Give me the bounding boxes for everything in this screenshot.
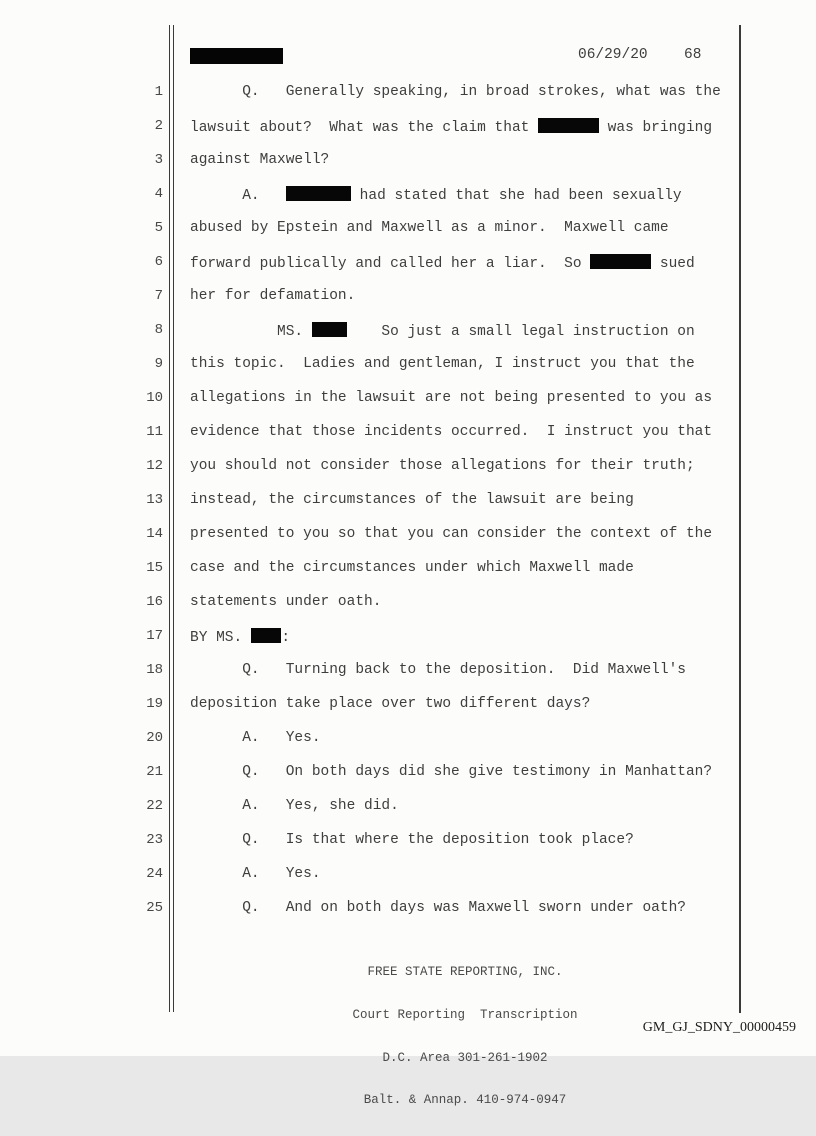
- line-text: you should not consider those allegations for their truth;: [190, 458, 695, 474]
- line-text: against Maxwell?: [190, 152, 330, 168]
- transcript-line: [0, 424, 816, 444]
- line-number: 22: [146, 798, 163, 814]
- line-number: 8: [154, 322, 163, 338]
- line-number: 19: [146, 696, 163, 712]
- transcript-line: [0, 798, 816, 818]
- line-text: case and the circumstances under which Maxwell made: [190, 560, 634, 576]
- redaction-box: [251, 628, 281, 643]
- line-number: 15: [146, 560, 163, 576]
- transcript-line: [0, 186, 816, 206]
- line-text: MS. So just a small legal instruction on: [190, 324, 695, 340]
- line-text: A. Yes, she did.: [190, 798, 399, 814]
- transcript-line: [0, 832, 816, 852]
- line-number: 18: [146, 662, 163, 678]
- line-text: evidence that those incidents occurred. I instruct you that: [190, 424, 713, 440]
- right-rule: [739, 25, 741, 1013]
- header-date: 06/29/20: [578, 47, 648, 63]
- line-number: 25: [146, 900, 163, 916]
- line-text: Q. Turning back to the deposition. Did Maxwell's: [190, 662, 686, 678]
- redaction-box: [312, 322, 347, 337]
- transcript-line: [0, 730, 816, 750]
- line-number: 23: [146, 832, 163, 848]
- transcript-line: [0, 288, 816, 308]
- line-number: 4: [154, 186, 163, 202]
- transcript-line: [0, 220, 816, 240]
- line-text: statements under oath.: [190, 594, 382, 610]
- line-number: 17: [146, 628, 163, 644]
- footer-line-services: Court Reporting Transcription: [352, 1008, 578, 1023]
- line-text: A. Yes.: [190, 866, 321, 882]
- redaction-box: [286, 186, 351, 201]
- transcript-line: [0, 322, 816, 342]
- header-page-number: 68: [684, 47, 702, 63]
- line-number: 14: [146, 526, 163, 542]
- footer-line-balt-phone: Balt. & Annap. 410-974-0947: [363, 1093, 567, 1108]
- line-text: this topic. Ladies and gentleman, I instruct you that the: [190, 356, 695, 372]
- line-text: Q. Generally speaking, in broad strokes, what was the: [190, 84, 721, 100]
- line-text: abused by Epstein and Maxwell as a minor. Maxwell came: [190, 220, 669, 236]
- line-number: 24: [146, 866, 163, 882]
- line-text: forward publically and called her a liar. So sued: [190, 256, 695, 272]
- line-text: Q. And on both days was Maxwell sworn under oath?: [190, 900, 686, 916]
- line-number: 11: [146, 424, 163, 440]
- line-number: 9: [154, 356, 163, 372]
- line-text: her for defamation.: [190, 288, 356, 304]
- line-number: 3: [154, 152, 163, 168]
- transcript-line: [0, 152, 816, 172]
- transcript-line: [0, 662, 816, 682]
- transcript-line: [0, 526, 816, 546]
- transcript-line: [0, 594, 816, 614]
- transcript-line: [0, 492, 816, 512]
- line-text: Q. Is that where the deposition took place?: [190, 832, 634, 848]
- transcript-line: [0, 84, 816, 104]
- bates-number: GM_GJ_SDNY_00000459: [642, 1020, 796, 1035]
- footer-line-company: FREE STATE REPORTING, INC.: [367, 965, 563, 980]
- transcript-line: [0, 628, 816, 648]
- line-text: BY MS. :: [190, 630, 291, 646]
- line-text: Q. On both days did she give testimony in Manhattan?: [190, 764, 713, 780]
- line-text: instead, the circumstances of the lawsuit are being: [190, 492, 634, 508]
- reporter-footer: [190, 937, 740, 1136]
- line-number: 20: [146, 730, 163, 746]
- line-number: 1: [154, 84, 163, 100]
- line-number: 21: [146, 764, 163, 780]
- transcript-line: [0, 118, 816, 138]
- redaction-box: [590, 254, 651, 269]
- transcript-line: [0, 560, 816, 580]
- line-number: 2: [154, 118, 163, 134]
- line-number: 7: [154, 288, 163, 304]
- transcript-line: [0, 390, 816, 410]
- transcript-line: [0, 254, 816, 274]
- line-text: lawsuit about? What was the claim that was bringing: [190, 120, 713, 136]
- transcript-line: [0, 356, 816, 376]
- line-text: presented to you so that you can consider the context of the: [190, 526, 713, 542]
- line-text: deposition take place over two different days?: [190, 696, 591, 712]
- line-number: 13: [146, 492, 163, 508]
- transcript-line: [0, 696, 816, 716]
- line-number: 6: [154, 254, 163, 270]
- line-text: allegations in the lawsuit are not being presented to you as: [190, 390, 713, 406]
- line-text: A. had stated that she had been sexually: [190, 188, 682, 204]
- line-number: 5: [154, 220, 163, 236]
- transcript-line: [0, 764, 816, 784]
- left-double-rule: [169, 25, 174, 1012]
- transcript-line: [0, 900, 816, 920]
- footer-line-dc-phone: D.C. Area 301-261-1902: [382, 1050, 548, 1065]
- transcript-line: [0, 458, 816, 478]
- line-number: 10: [146, 390, 163, 406]
- line-number: 12: [146, 458, 163, 474]
- line-text: A. Yes.: [190, 730, 321, 746]
- redaction-box-header: [190, 48, 283, 64]
- transcript-line: [0, 866, 816, 886]
- line-number: 16: [146, 594, 163, 610]
- redaction-box: [538, 118, 599, 133]
